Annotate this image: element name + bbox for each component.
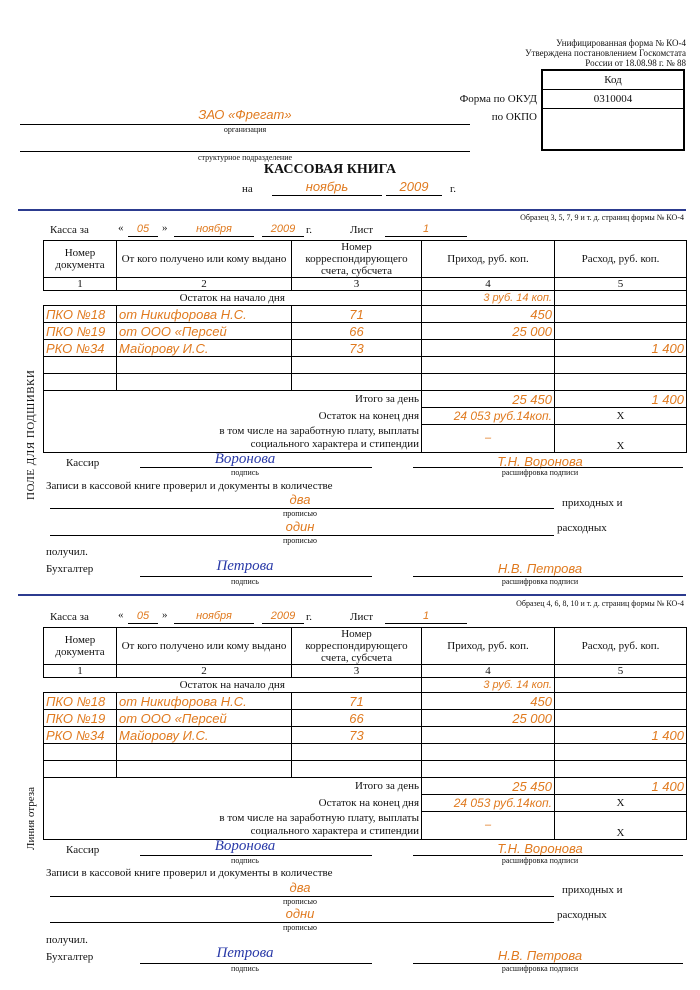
sheet-1-open-quote: « xyxy=(118,222,124,234)
column-number: 5 xyxy=(555,665,687,678)
column-number: 4 xyxy=(422,278,555,291)
sheet-2-cashier-label: Кассир xyxy=(66,844,100,856)
sheet-2-day: 05 xyxy=(136,610,150,622)
closing-x-mark: X xyxy=(555,408,687,425)
sheet-1-cashier-label: Кассир xyxy=(66,457,100,469)
entry-expense xyxy=(555,693,687,710)
sheet-1-incoming-label: приходных и xyxy=(562,497,623,509)
sheet-2-incoming-label: приходных и xyxy=(562,884,623,896)
sheet-2-divider xyxy=(18,594,686,596)
sheet-1-incoming-count: два xyxy=(289,492,311,507)
entry-expense xyxy=(555,306,687,323)
entry-income: 25 000 xyxy=(422,323,555,340)
entry-account: 66 xyxy=(292,710,422,727)
sheet-2-outgoing-caption: прописью xyxy=(282,923,318,932)
total-label: Итого за день xyxy=(44,391,422,408)
year-suffix: г. xyxy=(450,183,457,195)
column-header-income: Приход, руб. коп. xyxy=(422,628,555,665)
table-row xyxy=(44,306,687,323)
sheet-2-list-value: 1 xyxy=(422,610,430,622)
sheet-2-kassa-label: Касса за xyxy=(50,611,89,623)
sheet-1-cashier-signature: Воронова xyxy=(214,451,276,467)
sheet-1-cashier-name: Т.Н. Воронова xyxy=(497,454,583,469)
column-header-expense: Расход, руб. коп. xyxy=(555,241,687,278)
closing-balance-value: 24 053 руб.14коп. xyxy=(422,408,555,425)
entry-party: от Никифорова Н.С. xyxy=(117,693,292,710)
sheet-2-close-quote: » xyxy=(162,609,168,621)
column-number: 1 xyxy=(44,278,117,291)
closing-x-mark: X xyxy=(555,795,687,812)
entry-expense xyxy=(555,710,687,727)
entry-expense xyxy=(555,323,687,340)
table-row xyxy=(44,727,687,744)
okpo-label: по ОКПО xyxy=(491,111,537,123)
sheet-2-decode-caption-2: расшифровка подписи xyxy=(501,964,579,973)
sheet-1-day: 05 xyxy=(136,223,150,235)
sheet-1-received-label: получил. xyxy=(46,546,88,558)
sheet-1-signature-caption-2: подпись xyxy=(231,577,259,586)
table-row xyxy=(44,778,687,795)
sheet-1-outgoing-caption: прописью xyxy=(282,536,318,545)
sheet-2-outgoing-label: расходных xyxy=(557,909,607,921)
form-line-2: Утверждена постановлением Госкомстата xyxy=(525,48,686,58)
entry-income xyxy=(422,727,555,744)
total-income: 25 450 xyxy=(422,391,555,408)
sheet-1-cash-table xyxy=(43,240,687,453)
entry-account: 71 xyxy=(292,306,422,323)
column-header-account: Номер корреспондирующего счета, субсчета xyxy=(292,628,422,665)
table-row xyxy=(44,340,687,357)
form-line-3: России от 18.08.98 г. № 88 xyxy=(585,58,686,68)
sheet-1-decode-caption: расшифровка подписи xyxy=(501,468,579,477)
year-value: 2009 xyxy=(399,179,429,194)
table-row xyxy=(44,291,687,306)
sheet-2-accountant-name: Н.В. Петрова xyxy=(497,948,583,963)
column-number: 5 xyxy=(555,278,687,291)
sheet-2-checked-text: Записи в кассовой книге проверил и документы в количестве xyxy=(46,867,333,879)
sheet-1-kassa-label: Касса за xyxy=(50,224,89,236)
sheet-1-divider xyxy=(18,209,686,211)
entry-party: от Никифорова Н.С. xyxy=(117,306,292,323)
entry-party: Майорову И.С. xyxy=(117,340,292,357)
sheet-1-month: ноября xyxy=(196,223,232,235)
sheet-2-open-quote: « xyxy=(118,609,124,621)
sheet-2-accountant-label: Бухгалтер xyxy=(46,951,94,963)
empty-cell xyxy=(555,678,687,693)
okud-value: 0310004 xyxy=(543,90,683,109)
closing-balance-label: Остаток на конец дня xyxy=(44,408,422,425)
sheet-1-accountant-signature: Петрова xyxy=(216,558,274,574)
entry-account: 73 xyxy=(292,727,422,744)
column-number: 1 xyxy=(44,665,117,678)
sheet-1-accountant-name: Н.В. Петрова xyxy=(497,561,583,576)
entry-income xyxy=(422,340,555,357)
entry-doc: ПКО №19 xyxy=(44,323,117,340)
organization-value: ЗАО «Фрегат» xyxy=(198,107,292,122)
total-expense: 1 400 xyxy=(555,391,687,408)
column-header-from-to: От кого получено или кому выдано xyxy=(117,628,292,665)
column-number: 2 xyxy=(117,665,292,678)
column-number: 2 xyxy=(117,278,292,291)
entry-account: 71 xyxy=(292,693,422,710)
entry-income: 25 000 xyxy=(422,710,555,727)
form-line-1: Унифицированная форма № КО-4 xyxy=(556,38,686,48)
table-row xyxy=(44,391,687,408)
okud-label: Форма по ОКУД xyxy=(459,93,537,105)
column-number: 4 xyxy=(422,665,555,678)
sheet-2-year-suffix: г. xyxy=(306,611,313,623)
table-row xyxy=(44,812,687,840)
sheet-2-decode-caption: расшифровка подписи xyxy=(501,856,579,865)
salary-value: – xyxy=(422,812,555,840)
salary-x-mark: X xyxy=(555,425,687,453)
salary-label xyxy=(44,812,422,840)
cut-line-label: Линия отреза xyxy=(25,787,37,850)
entry-expense: 1 400 xyxy=(555,340,687,357)
entry-income: 450 xyxy=(422,306,555,323)
form-approval-block xyxy=(525,38,686,68)
table-row xyxy=(44,693,687,710)
table-row xyxy=(44,795,687,812)
entry-account: 66 xyxy=(292,323,422,340)
sheet-1-close-quote: » xyxy=(162,222,168,234)
sheet-1-outgoing-count: один xyxy=(285,519,315,534)
entry-doc: ПКО №18 xyxy=(44,693,117,710)
sheet-2-year: 2009 xyxy=(270,610,296,622)
sheet-1-list-value: 1 xyxy=(422,223,430,235)
sheet-2-signature-caption: подпись xyxy=(231,856,259,865)
total-income: 25 450 xyxy=(422,778,555,795)
month-value: ноябрь xyxy=(305,179,349,194)
entry-income: 450 xyxy=(422,693,555,710)
sheet-1-outgoing-label: расходных xyxy=(557,522,607,534)
salary-label-line-2: социального характера и стипендии xyxy=(250,438,419,451)
salary-label-line-1: в том числе на заработную плату, выплаты xyxy=(219,812,419,825)
sheet-2-received-label: получил. xyxy=(46,934,88,946)
salary-label-line-1: в том числе на заработную плату, выплаты xyxy=(219,425,419,438)
entry-doc: ПКО №19 xyxy=(44,710,117,727)
column-header-account: Номер корреспондирующего счета, субсчета xyxy=(292,241,422,278)
entry-doc: РКО №34 xyxy=(44,727,117,744)
opening-balance-value: 3 руб. 14 коп. xyxy=(422,291,555,306)
total-expense: 1 400 xyxy=(555,778,687,795)
sheet-2-month: ноября xyxy=(196,610,232,622)
okpo-value xyxy=(543,109,683,149)
sheet-1-year: 2009 xyxy=(270,223,296,235)
sheet-1-accountant-label: Бухгалтер xyxy=(46,563,94,575)
salary-value: – xyxy=(422,425,555,453)
column-number: 3 xyxy=(292,665,422,678)
sheet-1-sample-note: Образец 3, 5, 7, 9 и т. д. страниц формы № КО-4 xyxy=(520,213,684,222)
sheet-1-year-suffix: г. xyxy=(306,224,313,236)
sheet-1-checked-text: Записи в кассовой книге проверил и документы в количестве xyxy=(46,480,333,492)
table-row xyxy=(44,408,687,425)
table-row xyxy=(44,323,687,340)
empty-cell xyxy=(555,291,687,306)
code-box xyxy=(541,69,685,151)
sheet-2-list-label: Лист xyxy=(350,611,374,623)
sheet-2-outgoing-count: одни xyxy=(285,906,315,921)
sheet-2-accountant-signature: Петрова xyxy=(216,945,274,961)
salary-label-line-2: социального характера и стипендии xyxy=(250,825,419,838)
sheet-1-list-label: Лист xyxy=(350,224,374,236)
binding-field-label: ПОЛЕ ДЛЯ ПОДШИВКИ xyxy=(25,369,37,500)
department-caption: структурное подразделение xyxy=(197,153,293,162)
opening-balance-label: Остаток на начало дня xyxy=(44,678,422,693)
total-label: Итого за день xyxy=(44,778,422,795)
sheet-1-incoming-caption: прописью xyxy=(282,509,318,518)
entry-doc: РКО №34 xyxy=(44,340,117,357)
sheet-2-signature-caption-2: подпись xyxy=(231,964,259,973)
sheet-2-cashier-signature: Воронова xyxy=(214,838,276,854)
page-title: КАССОВАЯ КНИГА xyxy=(263,162,397,177)
salary-x-mark: X xyxy=(555,812,687,840)
closing-balance-label: Остаток на конец дня xyxy=(44,795,422,812)
entry-expense: 1 400 xyxy=(555,727,687,744)
sheet-2-cashier-name: Т.Н. Воронова xyxy=(497,841,583,856)
column-header-from-to: От кого получено или кому выдано xyxy=(117,241,292,278)
sheet-2-sample-note: Образец 4, 6, 8, 10 и т. д. страниц формы № КО-4 xyxy=(516,599,684,608)
na-label: на xyxy=(242,183,253,195)
table-row xyxy=(44,678,687,693)
table-row xyxy=(44,425,687,453)
entry-party: Майорову И.С. xyxy=(117,727,292,744)
organization-caption: организация xyxy=(223,125,267,134)
sheet-2-incoming-count: два xyxy=(289,880,311,895)
entry-account: 73 xyxy=(292,340,422,357)
column-header-income: Приход, руб. коп. xyxy=(422,241,555,278)
entry-doc: ПКО №18 xyxy=(44,306,117,323)
sheet-2-incoming-caption: прописью xyxy=(282,897,318,906)
column-number: 3 xyxy=(292,278,422,291)
entry-party: от ООО «Персей xyxy=(117,710,292,727)
column-header-doc-number: Номер документа xyxy=(44,628,117,665)
column-header-doc-number: Номер документа xyxy=(44,241,117,278)
sheet-2-cash-table xyxy=(43,627,687,840)
column-header-expense: Расход, руб. коп. xyxy=(555,628,687,665)
sheet-1-signature-caption: подпись xyxy=(231,468,259,477)
kod-label: Код xyxy=(543,71,683,90)
table-row xyxy=(44,710,687,727)
opening-balance-label: Остаток на начало дня xyxy=(44,291,422,306)
salary-label xyxy=(44,425,422,453)
closing-balance-value: 24 053 руб.14коп. xyxy=(422,795,555,812)
entry-party: от ООО «Персей xyxy=(117,323,292,340)
sheet-1-decode-caption-2: расшифровка подписи xyxy=(501,577,579,586)
opening-balance-value: 3 руб. 14 коп. xyxy=(422,678,555,693)
